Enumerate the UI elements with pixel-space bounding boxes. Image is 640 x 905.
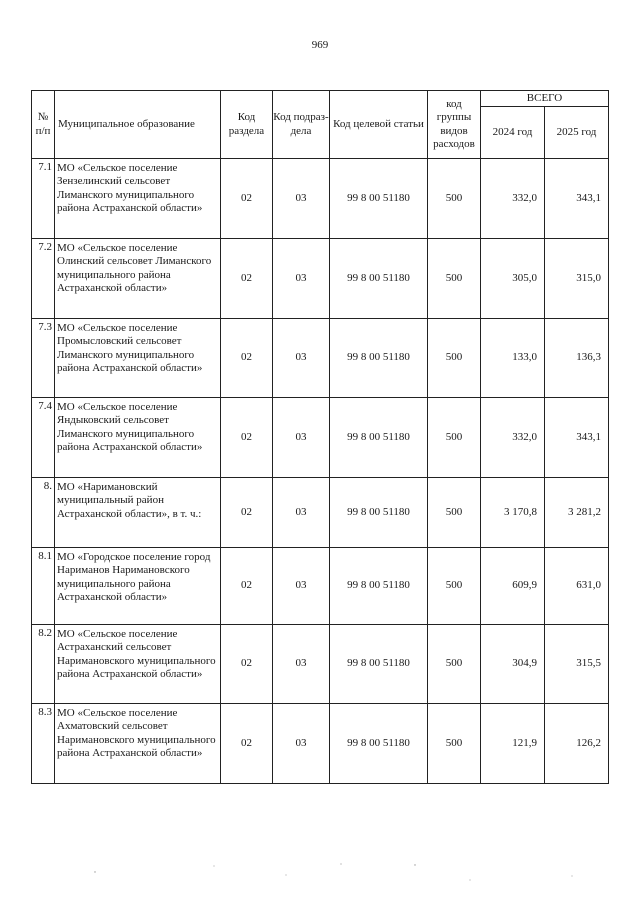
expense-group-code: 500 (428, 478, 481, 548)
table-row (32, 548, 609, 625)
municipality-name: МО «Сельское поселение Олинский сельсовет Лиманского муниципального района Астраханской области» (55, 239, 221, 319)
expense-group-code: 500 (428, 704, 481, 784)
table-row (32, 704, 609, 784)
page-number: 969 (311, 39, 329, 51)
section-code: 02 (221, 704, 273, 784)
table-body (32, 159, 609, 784)
subsection-code: 03 (273, 478, 330, 548)
header-target-item-code: Код целевой статьи (330, 91, 428, 159)
section-code: 02 (221, 548, 273, 625)
amount-2024: 133,0 (481, 319, 545, 398)
target-item-code: 99 8 00 51180 (330, 704, 428, 784)
row-number: 7.2 (32, 239, 55, 319)
header-subsection-code: Код подраз-дела (273, 91, 330, 159)
table-header (32, 91, 609, 159)
amount-2024: 332,0 (481, 159, 545, 239)
amount-2025: 343,1 (545, 159, 609, 239)
amount-2024: 304,9 (481, 625, 545, 704)
table-row (32, 398, 609, 478)
subsection-code: 03 (273, 319, 330, 398)
target-item-code: 99 8 00 51180 (330, 239, 428, 319)
target-item-code: 99 8 00 51180 (330, 398, 428, 478)
budget-table (31, 90, 609, 784)
municipality-name: МО «Сельское поселение Зензелинский сельсовет Лиманского муниципального района Астраханской области» (55, 159, 221, 239)
row-number: 7.4 (32, 398, 55, 478)
row-number: 7.1 (32, 159, 55, 239)
expense-group-code: 500 (428, 159, 481, 239)
table-row (32, 625, 609, 704)
amount-2025: 315,0 (545, 239, 609, 319)
header-expense-group-code: код группы видов расходов (428, 91, 481, 159)
target-item-code: 99 8 00 51180 (330, 159, 428, 239)
scan-specks (0, 852, 640, 892)
amount-2024: 305,0 (481, 239, 545, 319)
row-number: 8.3 (32, 704, 55, 784)
subsection-code: 03 (273, 625, 330, 704)
target-item-code: 99 8 00 51180 (330, 548, 428, 625)
municipality-name: МО «Наримановский муниципальный район Астраханской области», в т. ч.: (55, 478, 221, 548)
expense-group-code: 500 (428, 398, 481, 478)
expense-group-code: 500 (428, 625, 481, 704)
amount-2024: 121,9 (481, 704, 545, 784)
expense-group-code: 500 (428, 319, 481, 398)
header-year-2024: 2024 год (481, 107, 545, 159)
amount-2025: 315,5 (545, 625, 609, 704)
section-code: 02 (221, 398, 273, 478)
municipality-name: МО «Сельское поселение Ахматовский сельсовет Наримановского муниципального района Астраханской области» (55, 704, 221, 784)
amount-2024: 609,9 (481, 548, 545, 625)
amount-2025: 136,3 (545, 319, 609, 398)
subsection-code: 03 (273, 239, 330, 319)
target-item-code: 99 8 00 51180 (330, 625, 428, 704)
amount-2024: 3 170,8 (481, 478, 545, 548)
section-code: 02 (221, 319, 273, 398)
subsection-code: 03 (273, 704, 330, 784)
amount-2025: 631,0 (545, 548, 609, 625)
header-no: № п/п (32, 91, 55, 159)
municipality-name: МО «Сельское поселение Астраханский сельсовет Наримановского муниципального района Астраханской области» (55, 625, 221, 704)
table-row (32, 239, 609, 319)
subsection-code: 03 (273, 548, 330, 625)
amount-2025: 3 281,2 (545, 478, 609, 548)
section-code: 02 (221, 159, 273, 239)
amount-2025: 126,2 (545, 704, 609, 784)
expense-group-code: 500 (428, 239, 481, 319)
amount-2025: 343,1 (545, 398, 609, 478)
table-row (32, 319, 609, 398)
municipality-name: МО «Сельское поселение Яндыковский сельсовет Лиманского муниципального района Астраханской области» (55, 398, 221, 478)
header-municipality: Муниципальное образование (55, 91, 221, 159)
municipality-name: МО «Городское поселение город Нариманов Наримановского муниципального района Астраханской области» (55, 548, 221, 625)
subsection-code: 03 (273, 159, 330, 239)
subsection-code: 03 (273, 398, 330, 478)
row-number: 8.2 (32, 625, 55, 704)
expense-group-code: 500 (428, 548, 481, 625)
table-row (32, 478, 609, 548)
header-year-2025: 2025 год (545, 107, 609, 159)
section-code: 02 (221, 478, 273, 548)
municipality-name: МО «Сельское поселение Промысловский сельсовет Лиманского муниципального района Астраханской области» (55, 319, 221, 398)
section-code: 02 (221, 625, 273, 704)
amount-2024: 332,0 (481, 398, 545, 478)
section-code: 02 (221, 239, 273, 319)
row-number: 8.1 (32, 548, 55, 625)
row-number: 8. (32, 478, 55, 548)
table-row (32, 159, 609, 239)
header-total: ВСЕГО (481, 91, 609, 107)
header-section-code: Код раздела (221, 91, 273, 159)
target-item-code: 99 8 00 51180 (330, 478, 428, 548)
target-item-code: 99 8 00 51180 (330, 319, 428, 398)
row-number: 7.3 (32, 319, 55, 398)
